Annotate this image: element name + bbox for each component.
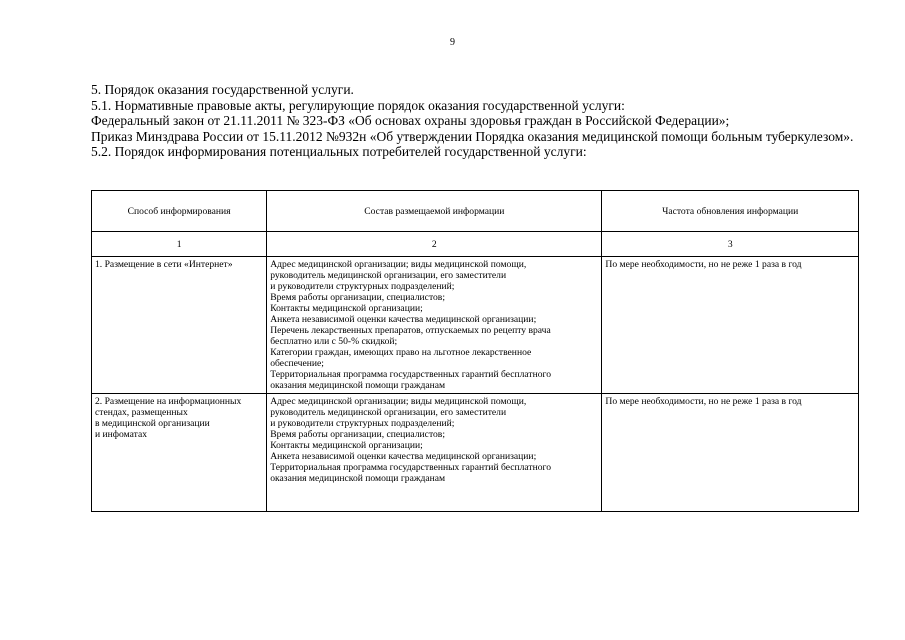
content-line: Время работы организации, специалистов; bbox=[270, 429, 446, 440]
column-number-2: 2 bbox=[267, 232, 602, 257]
header-frequency: Частота обновления информации bbox=[602, 191, 859, 232]
content-line: оказания медицинской помощи гражданам bbox=[270, 473, 446, 484]
content-line: Контакты медицинской организации; bbox=[270, 303, 423, 314]
informing-table bbox=[91, 190, 859, 512]
header-method: Способ информирования bbox=[92, 191, 267, 232]
method-line: и инфоматах bbox=[95, 429, 148, 440]
table-header-row bbox=[92, 191, 859, 232]
row-content bbox=[267, 257, 602, 394]
content-line: и руководители структурных подразделений; bbox=[270, 281, 455, 292]
content-line: Территориальная программа государственных гарантий бесплатного bbox=[270, 462, 552, 473]
method-line: 2. Размещение на информационных bbox=[95, 396, 242, 407]
method-line: 1. Размещение в сети «Интернет» bbox=[95, 259, 233, 270]
content-line: Время работы организации, специалистов; bbox=[270, 292, 446, 303]
content-line: Категории граждан, имеющих право на льготное лекарственное bbox=[270, 347, 532, 358]
content-line: Анкета независимой оценки качества медицинской организации; bbox=[270, 451, 537, 462]
content-line: Перечень лекарственных препаратов, отпускаемых по рецепту врача bbox=[270, 325, 551, 336]
row-method bbox=[92, 257, 267, 394]
content-line: Анкета независимой оценки качества медицинской организации; bbox=[270, 314, 537, 325]
federal-law-reference: Федеральный закон от 21.11.2011 № 323-ФЗ «Об основах охраны здоровья граждан в Российской Федерации»; bbox=[91, 113, 730, 128]
row-content bbox=[267, 394, 602, 512]
table-row bbox=[92, 394, 859, 512]
content-line: Адрес медицинской организации; виды медицинской помощи, bbox=[270, 259, 527, 270]
column-number-1: 1 bbox=[92, 232, 267, 257]
column-number-3: 3 bbox=[602, 232, 859, 257]
content-line: Контакты медицинской организации; bbox=[270, 440, 423, 451]
subsection-heading-legal-acts: 5.1. Нормативные правовые акты, регулирующие порядок оказания государственной услуги: bbox=[91, 97, 625, 113]
content-line: руководитель медицинской организации, его заместители bbox=[270, 270, 507, 281]
body-text bbox=[91, 82, 859, 160]
row-frequency: По мере необходимости, но не реже 1 раза в год bbox=[602, 257, 859, 394]
content-line: Территориальная программа государственных гарантий бесплатного bbox=[270, 369, 552, 380]
content-line: оказания медицинской помощи гражданам bbox=[270, 380, 446, 391]
method-line: в медицинской организации bbox=[95, 418, 210, 429]
page-number: 9 bbox=[450, 37, 455, 48]
method-line: стендах, размещенных bbox=[95, 407, 188, 418]
row-method bbox=[92, 394, 267, 512]
section-heading: 5. Порядок оказания государственной услуги. bbox=[91, 82, 354, 97]
table-row bbox=[92, 257, 859, 394]
table-number-row bbox=[92, 232, 859, 257]
header-content: Состав размещаемой информации bbox=[267, 191, 602, 232]
content-line: обеспечение; bbox=[270, 358, 324, 369]
ministry-order-reference: Приказ Минздрава России от 15.11.2012 №932н «Об утверждении Порядка оказания медицинской помощи больным туберкулезом». bbox=[91, 128, 854, 144]
content-line: руководитель медицинской организации, его заместители bbox=[270, 407, 507, 418]
content-line: и руководители структурных подразделений; bbox=[270, 418, 455, 429]
subsection-heading-informing: 5.2. Порядок информирования потенциальных потребителей государственной услуги: bbox=[91, 144, 587, 159]
row-frequency: По мере необходимости, но не реже 1 раза в год bbox=[602, 394, 859, 512]
content-line: Адрес медицинской организации; виды медицинской помощи, bbox=[270, 396, 527, 407]
content-line: бесплатно или с 50-% скидкой; bbox=[270, 336, 398, 347]
